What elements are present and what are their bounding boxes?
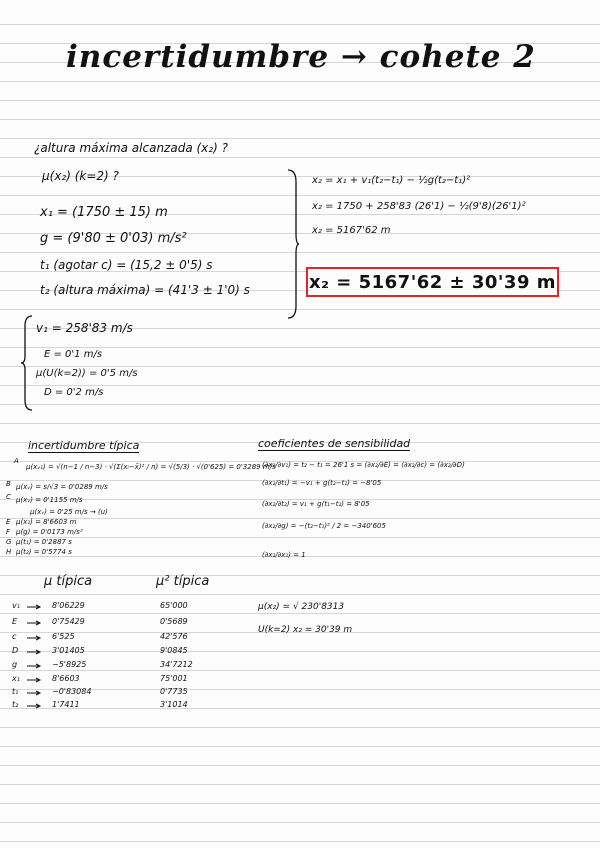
u-value: µ(U(k=2)) = 0'5 m/s xyxy=(36,368,138,379)
arrow-icon xyxy=(26,604,42,610)
formula-general: x₂ = x₁ + v₁(t₂−t₁) − ½g(t₂−t₁)² xyxy=(312,175,471,186)
row-mu2: 0'5689 xyxy=(160,617,188,626)
row-mu: 3'01405 xyxy=(52,646,85,655)
row-mu: −5'8925 xyxy=(52,660,87,669)
typical-line-5: µ(x₁) = 8'6603 m xyxy=(16,518,77,526)
right-brace xyxy=(286,168,300,320)
given-x1: x₁ = (1750 ± 15) m xyxy=(40,205,168,220)
page-title: incertidumbre → cohete 2 xyxy=(66,39,536,75)
arrow-icon xyxy=(26,635,42,641)
arrow-icon xyxy=(26,649,42,655)
typical-line-4: µ(xᵥ) = 0'25 m/s → (u) xyxy=(30,508,108,516)
typical-line-8: µ(t₂) = 0'5774 s xyxy=(16,548,72,556)
coef-line-4: (∂x₂/∂g) = −(t₂−t₁)² / 2 = −340'605 xyxy=(262,522,386,530)
result-box xyxy=(306,267,559,297)
typical-line-7: µ(t₁) = 0'2887 s xyxy=(16,538,72,546)
coef-line-1: (∂x₂/∂v₁) = t₂ − t₁ = 26'1 s = (∂x₂/∂E) = (∂x₂/∂c) = (∂x₂/∂D) xyxy=(262,461,465,469)
row-var: g xyxy=(12,660,18,669)
typical-line-1: µ(xᵥ₁) = √(n−1 / n−3) · √(Σ(xᵢ−x̄)² / n) = √(5/3) · √(0'625) = 0'3289 m/s xyxy=(26,463,276,471)
formula-substituted: x₂ = 1750 + 258'83 (26'1) − ½(9'8)(26'1)² xyxy=(312,201,526,212)
row-mu2: 3'1014 xyxy=(160,700,188,709)
circled-label-b: B xyxy=(6,480,11,488)
coef-line-2: (∂x₂/∂t₁) = −v₁ + g(t₂−t₁) = −8'05 xyxy=(262,479,382,487)
table-header-mu2: µ² típica xyxy=(156,574,210,589)
circled-label-f: F xyxy=(6,528,11,536)
arrow-icon xyxy=(26,677,42,683)
typical-line-6: µ(g) = 0'0173 m/s² xyxy=(16,528,83,536)
result-text: x₂ = 5167'62 ± 30'39 m xyxy=(308,271,556,293)
coef-line-5: (∂x₂/∂x₁) = 1 xyxy=(262,551,306,559)
expanded-uncertainty: U(k=2) x₂ = 30'39 m xyxy=(258,625,353,635)
table-header-mu: µ típica xyxy=(44,574,93,589)
circled-label-a: A xyxy=(14,457,19,465)
circled-label-c: C xyxy=(6,493,11,501)
e-value: E = 0'1 m/s xyxy=(44,349,103,360)
row-mu: 8'6603 xyxy=(52,674,80,683)
row-mu: 0'75429 xyxy=(52,617,85,626)
d-value: D = 0'2 m/s xyxy=(44,387,104,398)
coef-line-3: (∂x₂/∂t₂) = v₁ + g(t₁−t₂) = 8'05 xyxy=(262,500,370,508)
arrow-icon xyxy=(26,703,42,709)
row-mu: 1'7411 xyxy=(52,700,80,709)
arrow-icon xyxy=(26,690,42,696)
row-mu2: 65'000 xyxy=(160,601,188,610)
row-var: c xyxy=(12,632,17,641)
given-g: g = (9'80 ± 0'03) m/s² xyxy=(40,231,187,246)
circled-label-h: H xyxy=(6,548,12,556)
row-mu2: 75'001 xyxy=(160,674,188,683)
row-mu: 6'525 xyxy=(52,632,75,641)
arrow-icon xyxy=(26,663,42,669)
coef-heading: coeficientes de sensibilidad xyxy=(258,437,411,450)
row-var: v₁ xyxy=(12,601,20,610)
row-var: D xyxy=(12,646,19,655)
row-mu2: 42'576 xyxy=(160,632,188,641)
left-brace xyxy=(20,314,34,412)
row-var: x₁ xyxy=(12,674,20,683)
typical-line-2: µ(xᵥ) = s/√3 = 0'0289 m/s xyxy=(16,483,108,491)
row-mu: 8'06229 xyxy=(52,601,85,610)
row-var: t₂ xyxy=(12,700,19,709)
given-t1: t₁ (agotar c) = (15,2 ± 0'5) s xyxy=(40,258,213,272)
formula-value: x₂ = 5167'62 m xyxy=(312,225,391,236)
row-mu: −0'83084 xyxy=(52,687,92,696)
arrow-icon xyxy=(26,620,42,626)
question-text: ¿altura máxima alcanzada (x₂) ? xyxy=(34,141,228,155)
row-mu2: 0'7735 xyxy=(160,687,188,696)
v1-value: v₁ = 258'83 m/s xyxy=(36,321,133,335)
typical-heading: incertidumbre típica xyxy=(28,439,140,452)
circled-label-e: E xyxy=(6,518,11,526)
given-t2: t₂ (altura máxima) = (41'3 ± 1'0) s xyxy=(40,283,250,297)
row-mu2: 9'0845 xyxy=(160,646,188,655)
uncertainty-question: µ(x₂) (k=2) ? xyxy=(42,169,119,183)
row-mu2: 34'7212 xyxy=(160,660,193,669)
circled-label-g: G xyxy=(6,538,12,546)
row-var: E xyxy=(12,617,18,626)
row-var: t₁ xyxy=(12,687,19,696)
typical-line-3: µ(xᵥ) = 0'1155 m/s xyxy=(16,496,83,504)
combined-uncertainty: µ(x₂) = √ 230'8313 xyxy=(258,602,345,612)
